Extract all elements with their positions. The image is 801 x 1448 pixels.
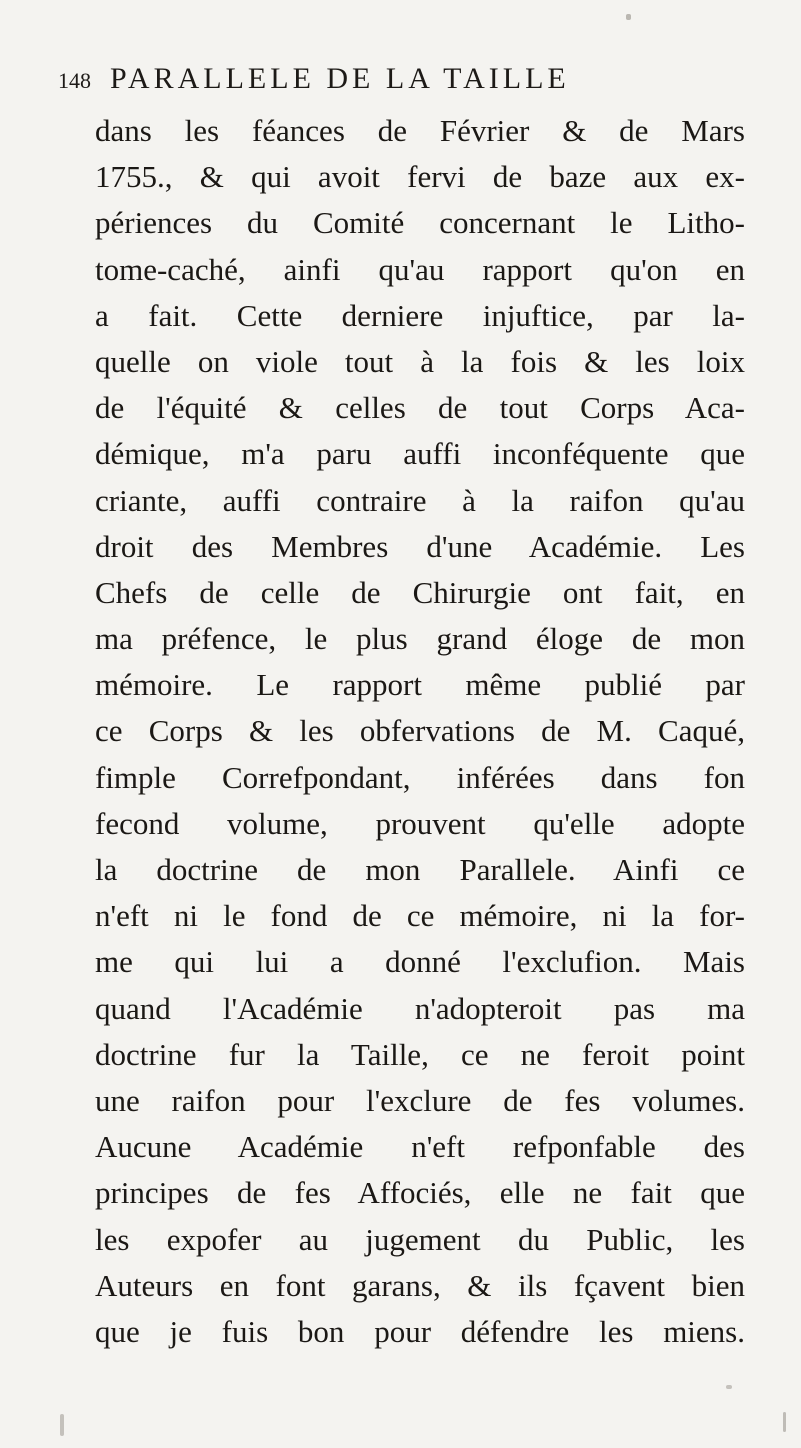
- page-header: [58, 62, 738, 102]
- paper-speck: [626, 14, 631, 20]
- text-line: Chefs de celle de Chirurgie ont fait, en: [95, 574, 745, 610]
- text-line: me qui lui a donné l'exclufion. Mais: [95, 944, 745, 980]
- paper-speck: [726, 1385, 732, 1389]
- text-line: fecond volume, prouvent qu'elle adopte: [95, 805, 745, 841]
- text-line: mémoire. Le rapport même publié par: [95, 667, 745, 703]
- paper-speck: [783, 1412, 786, 1432]
- running-head: PARALLELE DE LA TAILLE: [110, 62, 570, 95]
- text-line: ce Corps & les obfervations de M. Caqué,: [95, 713, 745, 749]
- text-line: Auteurs en font garans, & ils fçavent bien: [95, 1267, 745, 1303]
- text-line: une raifon pour l'exclure de fes volumes.: [95, 1082, 745, 1118]
- text-line: fimple Correfpondant, inférées dans fon: [95, 759, 745, 795]
- text-line: principes de fes Affociés, elle ne fait que: [95, 1175, 745, 1211]
- text-line: que je fuis bon pour défendre les miens.: [95, 1313, 745, 1349]
- text-line: de l'équité & celles de tout Corps Aca-: [95, 390, 745, 426]
- text-line: criante, auffi contraire à la raifon qu'au: [95, 482, 745, 518]
- text-line: quand l'Académie n'adopteroit pas ma: [95, 990, 745, 1026]
- text-line: la doctrine de mon Parallele. Ainfi ce: [95, 852, 745, 887]
- text-line: périences du Comité concernant le Litho-: [95, 205, 745, 241]
- text-line: tome-caché, ainfi qu'au rapport qu'on en: [95, 251, 745, 287]
- text-line: ma préfence, le plus grand éloge de mon: [95, 621, 745, 657]
- page-number: 148: [58, 68, 91, 93]
- text-line: Aucune Académie n'eft refponfable des: [95, 1129, 745, 1165]
- text-line: n'eft ni le fond de ce mémoire, ni la for-: [95, 898, 745, 934]
- body-text: [95, 108, 745, 1355]
- text-line: 1755., & qui avoit fervi de baze aux ex-: [95, 159, 745, 195]
- text-line: quelle on viole tout à la fois & les loix: [95, 343, 745, 379]
- text-line: démique, m'a paru auffi inconféquente que: [95, 436, 745, 472]
- text-line: les expofer au jugement du Public, les: [95, 1221, 745, 1257]
- paper-speck: [60, 1414, 64, 1436]
- text-line: doctrine fur la Taille, ce ne feroit point: [95, 1036, 745, 1072]
- text-line: droit des Membres d'une Académie. Les: [95, 528, 745, 564]
- text-line: a fait. Cette derniere injuftice, par la-: [95, 297, 745, 333]
- text-line: dans les féances de Février & de Mars: [95, 113, 745, 148]
